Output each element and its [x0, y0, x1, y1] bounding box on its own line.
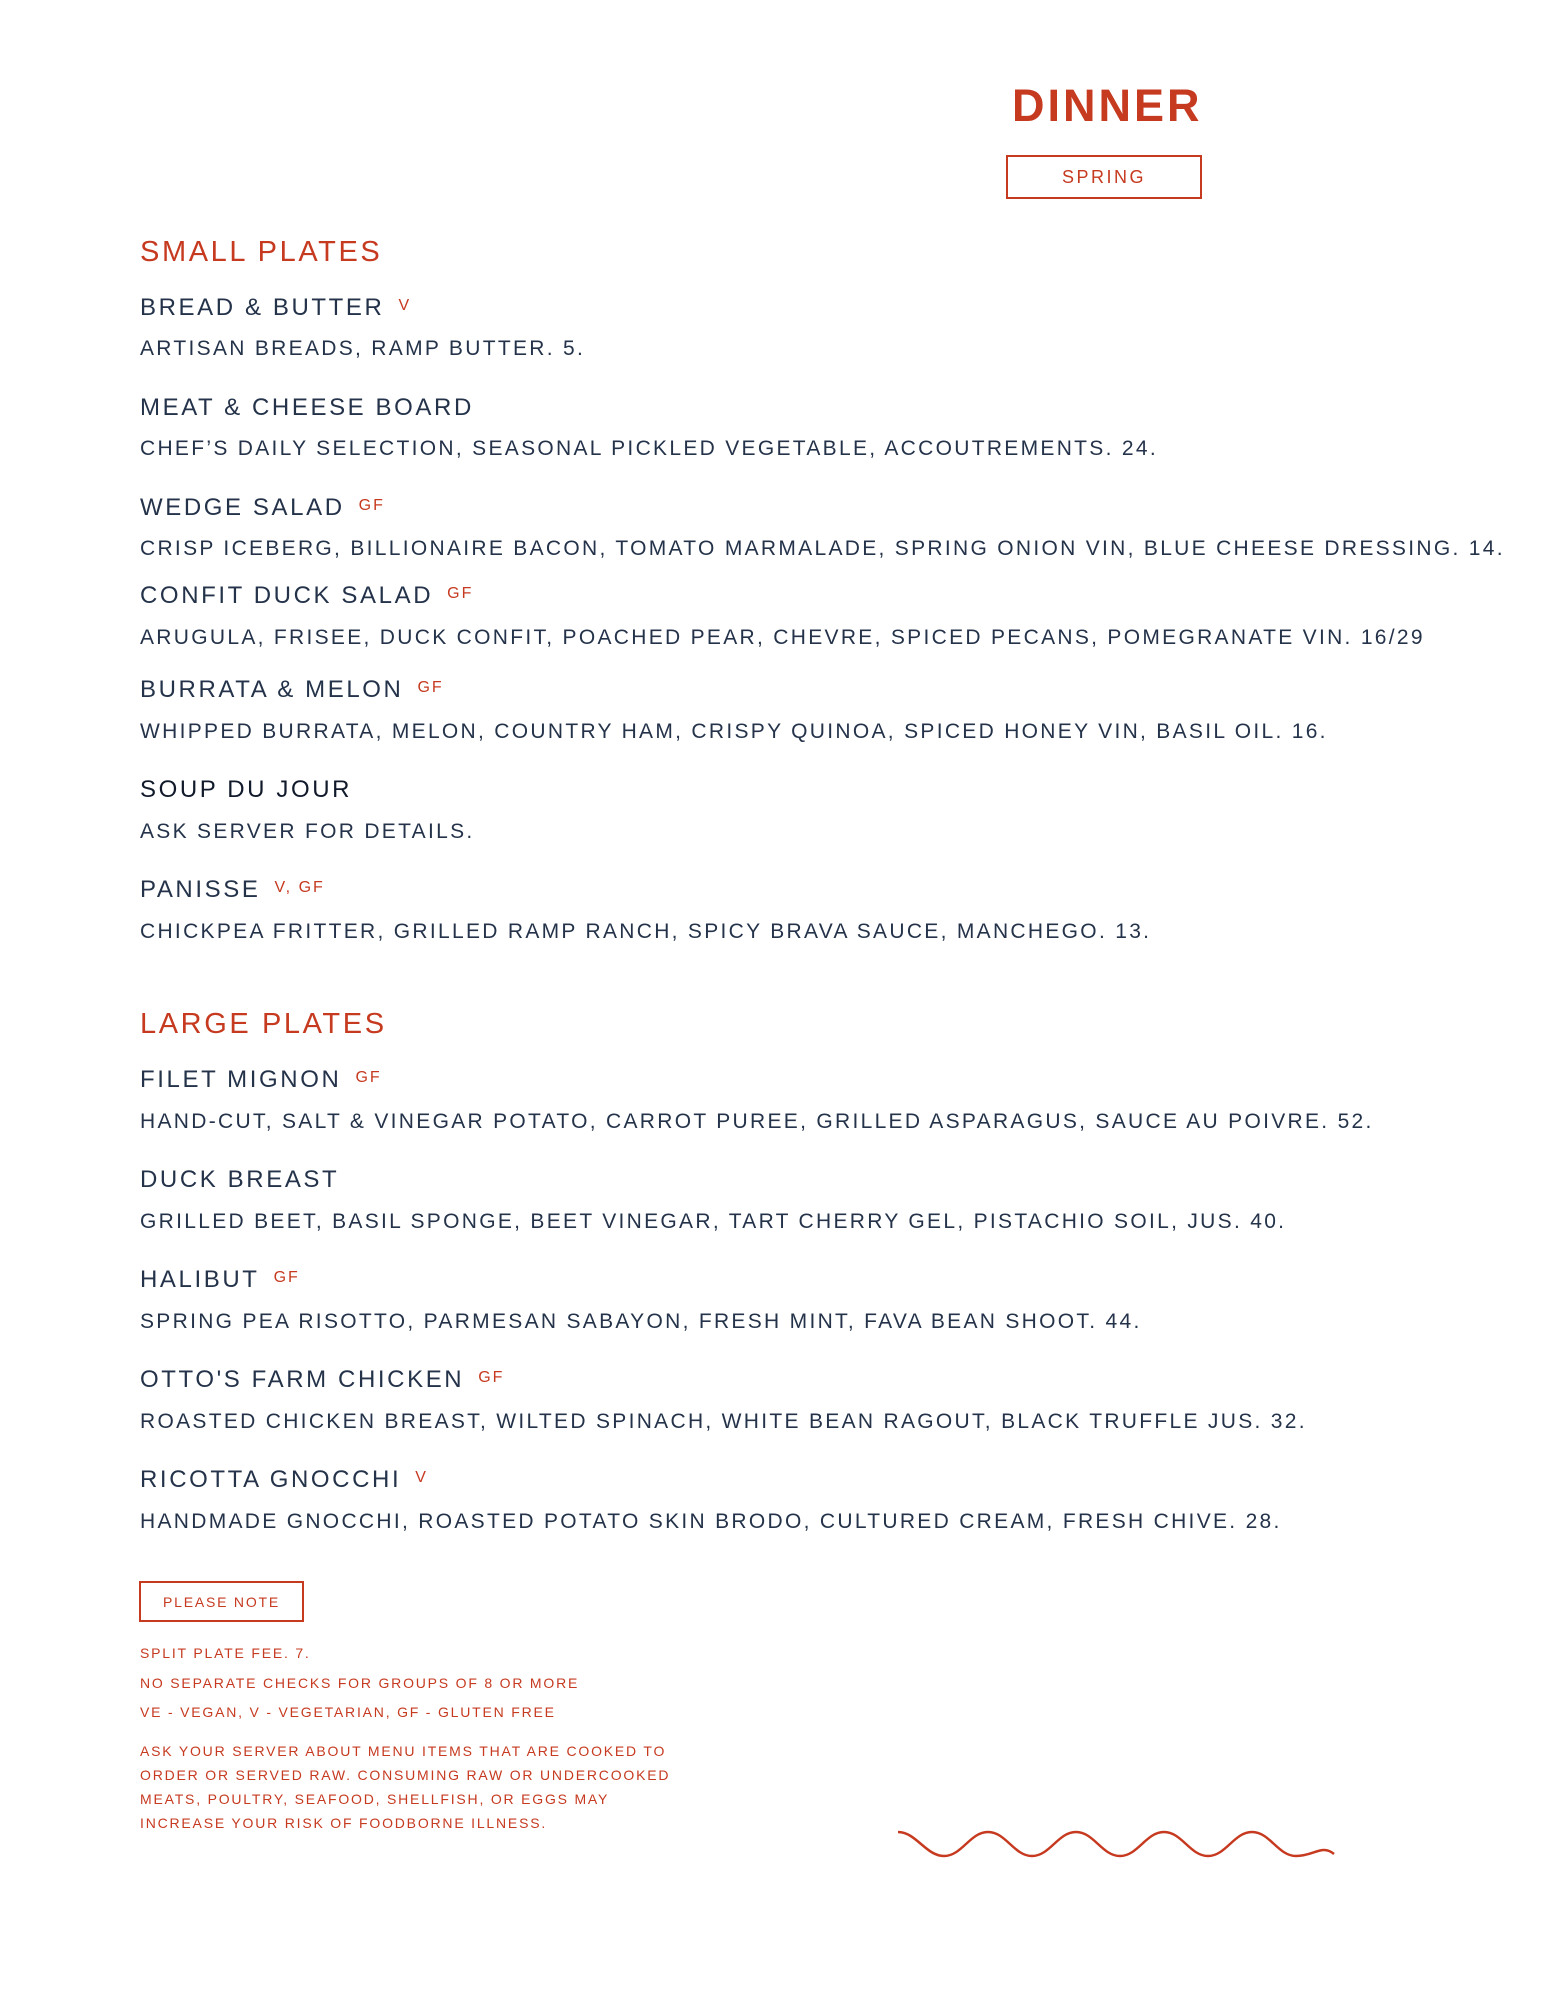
menu-item-name: HALIBUT $^{GF}$	[140, 1266, 300, 1293]
menu-item-description: GRILLED BEET, BASIL SPONGE, BEET VINEGAR, TART CHERRY GEL, PISTACHIO SOIL, JUS. 40.	[140, 1210, 1287, 1233]
menu-item-name: BREAD & BUTTER $^V$	[140, 294, 412, 321]
menu-item-description: SPRING PEA RISOTTO, PARMESAN SABAYON, FRESH MINT, FAVA BEAN SHOOT. 44.	[140, 1310, 1142, 1333]
dietary-tag: V	[398, 297, 412, 314]
menu-item-name: WEDGE SALAD $^{GF}$	[140, 494, 385, 521]
menu-item-description: ASK SERVER FOR DETAILS.	[140, 820, 475, 843]
dietary-tag: GF	[478, 1369, 505, 1386]
menu-item-description: HAND-CUT, SALT & VINEGAR POTATO, CARROT PUREE, GRILLED ASPARAGUS, SAUCE AU POIVRE. 52.	[140, 1110, 1374, 1133]
food-safety-advisory: ASK YOUR SERVER ABOUT MENU ITEMS THAT ARE COOKED TO ORDER OR SERVED RAW. CONSUMING RAW OR UNDERCOOKED MEATS, POULTRY, SEAFOOD, SHELLFISH, OR EGGS MAY INCREASE YOUR RISK OF FOODBORNE ILLNESS.	[140, 1743, 671, 1831]
note-separate-checks: NO SEPARATE CHECKS FOR GROUPS OF 8 OR MORE	[140, 1675, 580, 1691]
menu-title: DINNER	[1012, 80, 1203, 131]
menu-item-name: DUCK BREAST	[140, 1166, 340, 1193]
dietary-tag: GF	[273, 1269, 300, 1286]
dietary-tag: V, GF	[274, 879, 325, 896]
dietary-tag: V	[415, 1469, 428, 1486]
menu-item-description: ROASTED CHICKEN BREAST, WILTED SPINACH, WHITE BEAN RAGOUT, BLACK TRUFFLE JUS. 32.	[140, 1410, 1307, 1433]
please-note-label: PLEASE NOTE	[139, 1581, 304, 1622]
menu-item-name: CONFIT DUCK SALAD $^{GF}$	[140, 582, 474, 609]
menu-item-name: SOUP DU JOUR	[140, 776, 353, 803]
dietary-tag: GF	[358, 497, 385, 514]
season-badge: SPRING	[1006, 155, 1202, 199]
dietary-tag: GF	[417, 679, 444, 696]
menu-item-description: CHICKPEA FRITTER, GRILLED RAMP RANCH, SPICY BRAVA SAUCE, MANCHEGO. 13.	[140, 920, 1152, 943]
menu-item-name: BURRATA & MELON $^{GF}$	[140, 676, 444, 703]
menu-item-description: CRISP ICEBERG, BILLIONAIRE BACON, TOMATO MARMALADE, SPRING ONION VIN, BLUE CHEESE DRESSING. 14.	[140, 537, 1505, 560]
menu-item-name: PANISSE $^{V, GF}$	[140, 876, 325, 903]
menu-item-name: RICOTTA GNOCCHI $^V$	[140, 1466, 428, 1493]
menu-item-description: HANDMADE GNOCCHI, ROASTED POTATO SKIN BRODO, CULTURED CREAM, FRESH CHIVE. 28.	[140, 1510, 1282, 1533]
dietary-tag: GF	[447, 585, 474, 602]
menu-item-name: FILET MIGNON $^{GF}$	[140, 1066, 382, 1093]
wave-ornament-icon	[896, 1820, 1336, 1860]
menu-item-description: ARTISAN BREADS, RAMP BUTTER. 5.	[140, 337, 586, 360]
menu-item-description: WHIPPED BURRATA, MELON, COUNTRY HAM, CRISPY QUINOA, SPICED HONEY VIN, BASIL OIL. 16.	[140, 720, 1328, 743]
menu-item-name: OTTO'S FARM CHICKEN $^{GF}$	[140, 1366, 505, 1393]
large-plates-heading: LARGE PLATES	[140, 1008, 387, 1040]
dietary-tag: GF	[355, 1069, 382, 1086]
small-plates-heading: SMALL PLATES	[140, 236, 383, 268]
menu-item-description: CHEF’S DAILY SELECTION, SEASONAL PICKLED VEGETABLE, ACCOUTREMENTS. 24.	[140, 437, 1158, 460]
note-split-fee: SPLIT PLATE FEE. 7.	[140, 1645, 311, 1661]
menu-item-description: ARUGULA, FRISEE, DUCK CONFIT, POACHED PEAR, CHEVRE, SPICED PECANS, POMEGRANATE VIN. 16/29	[140, 626, 1425, 649]
note-dietary-key: VE - VEGAN, V - VEGETARIAN, GF - GLUTEN FREE	[140, 1704, 556, 1720]
menu-item-name: MEAT & CHEESE BOARD	[140, 394, 474, 421]
